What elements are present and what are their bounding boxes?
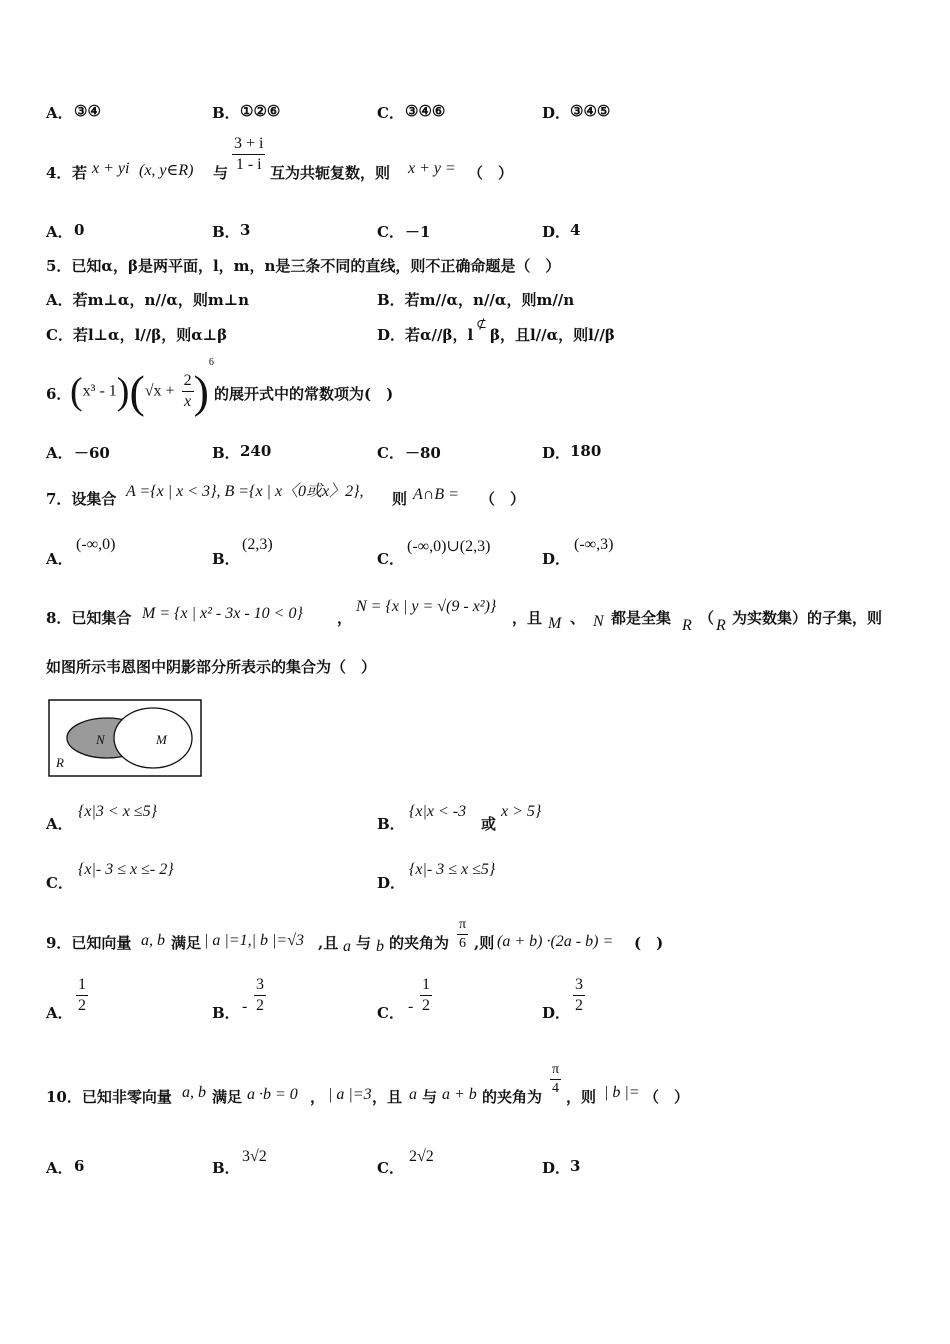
- q9-option-c-letter: C．: [377, 1004, 404, 1022]
- q6-fraction: [182, 373, 194, 410]
- q10-text-5: ，则: [566, 1088, 597, 1106]
- q4-text-3: 互为共轭复数，则: [270, 164, 391, 182]
- q8-option-a-letter: A．: [46, 815, 73, 833]
- q5-option-b: B．若m//α，n//α，则m//n: [377, 291, 575, 309]
- q10-option-a-letter: A．: [46, 1159, 73, 1177]
- q3-option-a-text: ③④: [74, 102, 101, 120]
- q8-option-c-letter: C．: [46, 874, 73, 892]
- q6-option-c-text: －80: [405, 444, 441, 462]
- q9-paren: ( ): [634, 934, 664, 952]
- q7-option-d-text: (-∞,3): [574, 536, 614, 553]
- q4-text-2: 与: [213, 164, 229, 182]
- q4-math-1: x + yi: [92, 160, 130, 177]
- q4-option-b-letter: B．: [212, 223, 240, 241]
- q10-option-b-text: 3√2: [242, 1148, 267, 1165]
- q10-option-c-text: 2√2: [409, 1148, 434, 1165]
- q10-paren: （ ）: [644, 1088, 690, 1106]
- q9-option-d-denominator: 2: [575, 997, 583, 1014]
- q10-angle-fraction: [550, 1063, 561, 1096]
- q10-mod-b: | b |=: [604, 1084, 640, 1101]
- q8-option-b-letter: B．: [377, 815, 405, 833]
- q9-option-a-letter: A．: [46, 1004, 73, 1022]
- q4-fraction-numerator: 3 + i: [232, 136, 265, 155]
- q6-part1: x³ - 1: [82, 382, 117, 400]
- q8-option-d-set: {x|- 3 ≤ x ≤5}: [409, 861, 496, 878]
- q9-a: a: [343, 938, 351, 955]
- q3-option-c-letter: C．: [377, 104, 404, 122]
- q4-option-b-text: 3: [240, 221, 251, 239]
- q9-angle-fraction: [457, 918, 468, 951]
- q9-text-5: ,则: [474, 934, 495, 952]
- venn-label-r: R: [56, 755, 64, 770]
- q4-number: 4．: [46, 164, 72, 182]
- q10-option-d-letter: D．: [542, 1159, 571, 1177]
- q4-option-d-text: 4: [570, 221, 581, 239]
- q6-sqrt-term: √x +: [144, 382, 175, 400]
- q9-option-d-letter: D．: [542, 1004, 571, 1022]
- q8-text-2: 都是全集: [611, 609, 672, 627]
- q4-option-a-letter: A．: [46, 223, 73, 241]
- q9-option-d-fraction: [573, 977, 585, 1014]
- q9-option-b-numerator: 3: [254, 977, 266, 996]
- q4-paren: （ ）: [468, 164, 514, 182]
- q4-option-d-letter: D．: [542, 223, 571, 241]
- q8-text-1: ，且: [512, 609, 543, 627]
- q3-option-b-text: ①②⑥: [240, 102, 281, 120]
- q9-option-c-fraction: [420, 977, 432, 1014]
- venn-label-n: N: [96, 732, 105, 747]
- q8-r: R: [682, 617, 692, 634]
- q9-option-b-letter: B．: [212, 1004, 240, 1022]
- q6-tail: 的展开式中的常数项为( ): [214, 385, 394, 403]
- q8-option-b-set-2: x > 5}: [501, 803, 542, 820]
- venn-label-m: M: [156, 732, 167, 747]
- q9-vectors: a, b: [141, 932, 165, 949]
- q7-option-a-letter: A．: [46, 550, 73, 568]
- q9-option-c-numerator: 1: [420, 977, 432, 996]
- q4-math-3: x + y =: [408, 160, 456, 177]
- q8-text-3: 为实数集）的子集，则: [732, 609, 883, 627]
- q8-line-2: 如图所示韦恩图中阴影部分所表示的集合为（ ）: [46, 658, 377, 676]
- q7-option-d-letter: D．: [542, 550, 571, 568]
- q6-fraction-denominator: x: [184, 393, 192, 410]
- q9-option-a-numerator: 1: [76, 977, 88, 996]
- q5-option-d-part1: D．若α//β，l: [377, 326, 474, 344]
- q8-option-a-set: {x|3 < x ≤5}: [78, 803, 157, 820]
- q7-stem: 7．设集合: [46, 490, 117, 508]
- q9-angle-denominator: 6: [459, 936, 467, 951]
- q10-option-c-letter: C．: [377, 1159, 404, 1177]
- q3-option-d-letter: D．: [542, 104, 571, 122]
- q3-option-a-letter: A．: [46, 104, 73, 122]
- q8-option-d-letter: D．: [377, 874, 406, 892]
- q9-b: b: [376, 938, 384, 955]
- q10-text-2: ，且: [372, 1088, 403, 1106]
- q3-option-b-letter: B．: [212, 104, 240, 122]
- q7-option-b-text: (2,3): [242, 536, 273, 553]
- q7-option-c-text: (-∞,0)∪(2,3): [407, 538, 491, 555]
- q6-option-a-text: －60: [74, 444, 110, 462]
- q8-option-c-set: {x|- 3 ≤ x ≤- 2}: [78, 861, 174, 878]
- q9-option-b-denominator: 2: [256, 997, 264, 1014]
- q8-stem: 8．已知集合: [46, 609, 132, 627]
- q9-text-1: 满足: [171, 934, 202, 952]
- q9-condition: | a |=1,| b |=√3: [204, 932, 304, 949]
- q6-big-paren-close: ): [193, 366, 209, 417]
- q10-angle-numerator: π: [550, 1063, 561, 1080]
- q10-stem: 10．已知非零向量: [46, 1088, 172, 1106]
- q3-option-d-text: ③④⑤: [570, 102, 611, 120]
- q4-option-c-text: －1: [405, 223, 431, 241]
- q7-sets: A ={x | x < 3}, B ={x | x〈0或x〉2},: [126, 483, 364, 500]
- venn-set-m: [114, 708, 192, 768]
- q8-set-n: N = {x | y = √(9 - x²)}: [356, 598, 497, 615]
- q6-option-b-text: 240: [240, 442, 272, 460]
- q8-comma: ，: [337, 609, 353, 627]
- q6-big-paren-open: (: [129, 366, 145, 417]
- q10-comma: ，: [310, 1088, 326, 1106]
- q4-fraction: [232, 136, 265, 173]
- q8-set-m: M = {x | x² - 3x - 10 < 0}: [142, 605, 303, 622]
- q9-option-d-numerator: 3: [573, 977, 585, 996]
- q4-text-1: 若: [72, 164, 88, 182]
- q8-r-2: R: [716, 617, 726, 634]
- q9-option-a-denominator: 2: [78, 997, 86, 1014]
- q9-text-3: 与: [356, 934, 372, 952]
- q6-option-b-letter: B．: [212, 444, 240, 462]
- q4-math-2: (x, y∈R): [139, 162, 194, 179]
- q6-option-c-letter: C．: [377, 444, 404, 462]
- q5-option-c: C．若l⊥α，l//β，则α⊥β: [46, 326, 228, 344]
- q10-text-4: 的夹角为: [482, 1088, 543, 1106]
- q7-tail-text: 则: [392, 490, 408, 508]
- q10-a-plus-b: a + b: [442, 1086, 477, 1103]
- q9-option-b-fraction: [254, 977, 266, 1014]
- q5-option-a: A．若m⊥α，n//α，则m⊥n: [46, 291, 250, 309]
- q7-option-a-text: (-∞,0): [76, 536, 116, 553]
- q6-paren-close: ): [116, 370, 130, 413]
- q8-option-b-or: 或: [481, 815, 497, 833]
- q4-option-a-text: 0: [74, 221, 85, 239]
- q9-option-c-sign: -: [408, 998, 414, 1015]
- q10-mod-a: | a |=3: [328, 1086, 372, 1103]
- q7-option-c-letter: C．: [377, 550, 404, 568]
- q10-dot: a ·b = 0: [247, 1086, 298, 1103]
- q6-option-d-letter: D．: [542, 444, 571, 462]
- q9-expression: (a + b) ·(2a - b) =: [497, 933, 614, 950]
- q10-angle-denominator: 4: [552, 1081, 560, 1096]
- q8-paren-open: （: [699, 609, 715, 627]
- q8-option-b-set-1: {x|x < -3: [409, 803, 467, 820]
- q7-paren: （ ）: [480, 490, 526, 508]
- q6-paren-open: (: [70, 370, 83, 413]
- q10-text-1: 满足: [212, 1088, 243, 1106]
- q10-a: a: [409, 1086, 417, 1103]
- q9-text-4: 的夹角为: [389, 934, 450, 952]
- q6-number: 6．: [46, 385, 72, 403]
- q8-m: M: [548, 615, 562, 632]
- q6-fraction-numerator: 2: [182, 373, 194, 392]
- q3-option-c-text: ③④⑥: [405, 102, 446, 120]
- q7-option-b-letter: B．: [212, 550, 240, 568]
- q8-dun: 、: [570, 609, 586, 627]
- q8-venn-diagram: [48, 699, 204, 779]
- q4-fraction-denominator: 1 - i: [235, 156, 262, 173]
- q9-text-2: ,且: [318, 934, 339, 952]
- q6-expression: [70, 357, 214, 418]
- q5-not-subset-symbol: ⊄: [476, 316, 487, 331]
- q9-stem: 9．已知向量: [46, 934, 132, 952]
- q6-option-d-text: 180: [570, 442, 602, 460]
- q10-vectors: a, b: [182, 1084, 206, 1101]
- q9-option-b-sign: -: [242, 998, 248, 1015]
- q5-stem: 5．已知α，β是两平面，l，m，n是三条不同的直线，则不正确命题是（ ）: [46, 257, 561, 275]
- q10-option-b-letter: B．: [212, 1159, 240, 1177]
- q6-option-a-letter: A．: [46, 444, 73, 462]
- q10-text-3: 与: [422, 1088, 438, 1106]
- q9-option-c-denominator: 2: [422, 997, 430, 1014]
- q10-option-a-text: 6: [74, 1157, 85, 1175]
- q9-option-a-fraction: [76, 977, 88, 1014]
- q9-angle-numerator: π: [457, 918, 468, 935]
- q10-option-d-text: 3: [570, 1157, 581, 1175]
- q7-intersection: A∩B =: [413, 486, 459, 503]
- q6-exponent: 6: [208, 357, 214, 368]
- q4-option-c-letter: C．: [377, 223, 404, 241]
- q5-option-d-part2: β，且l//α，则l//β: [490, 326, 615, 344]
- q8-n: N: [593, 613, 604, 630]
